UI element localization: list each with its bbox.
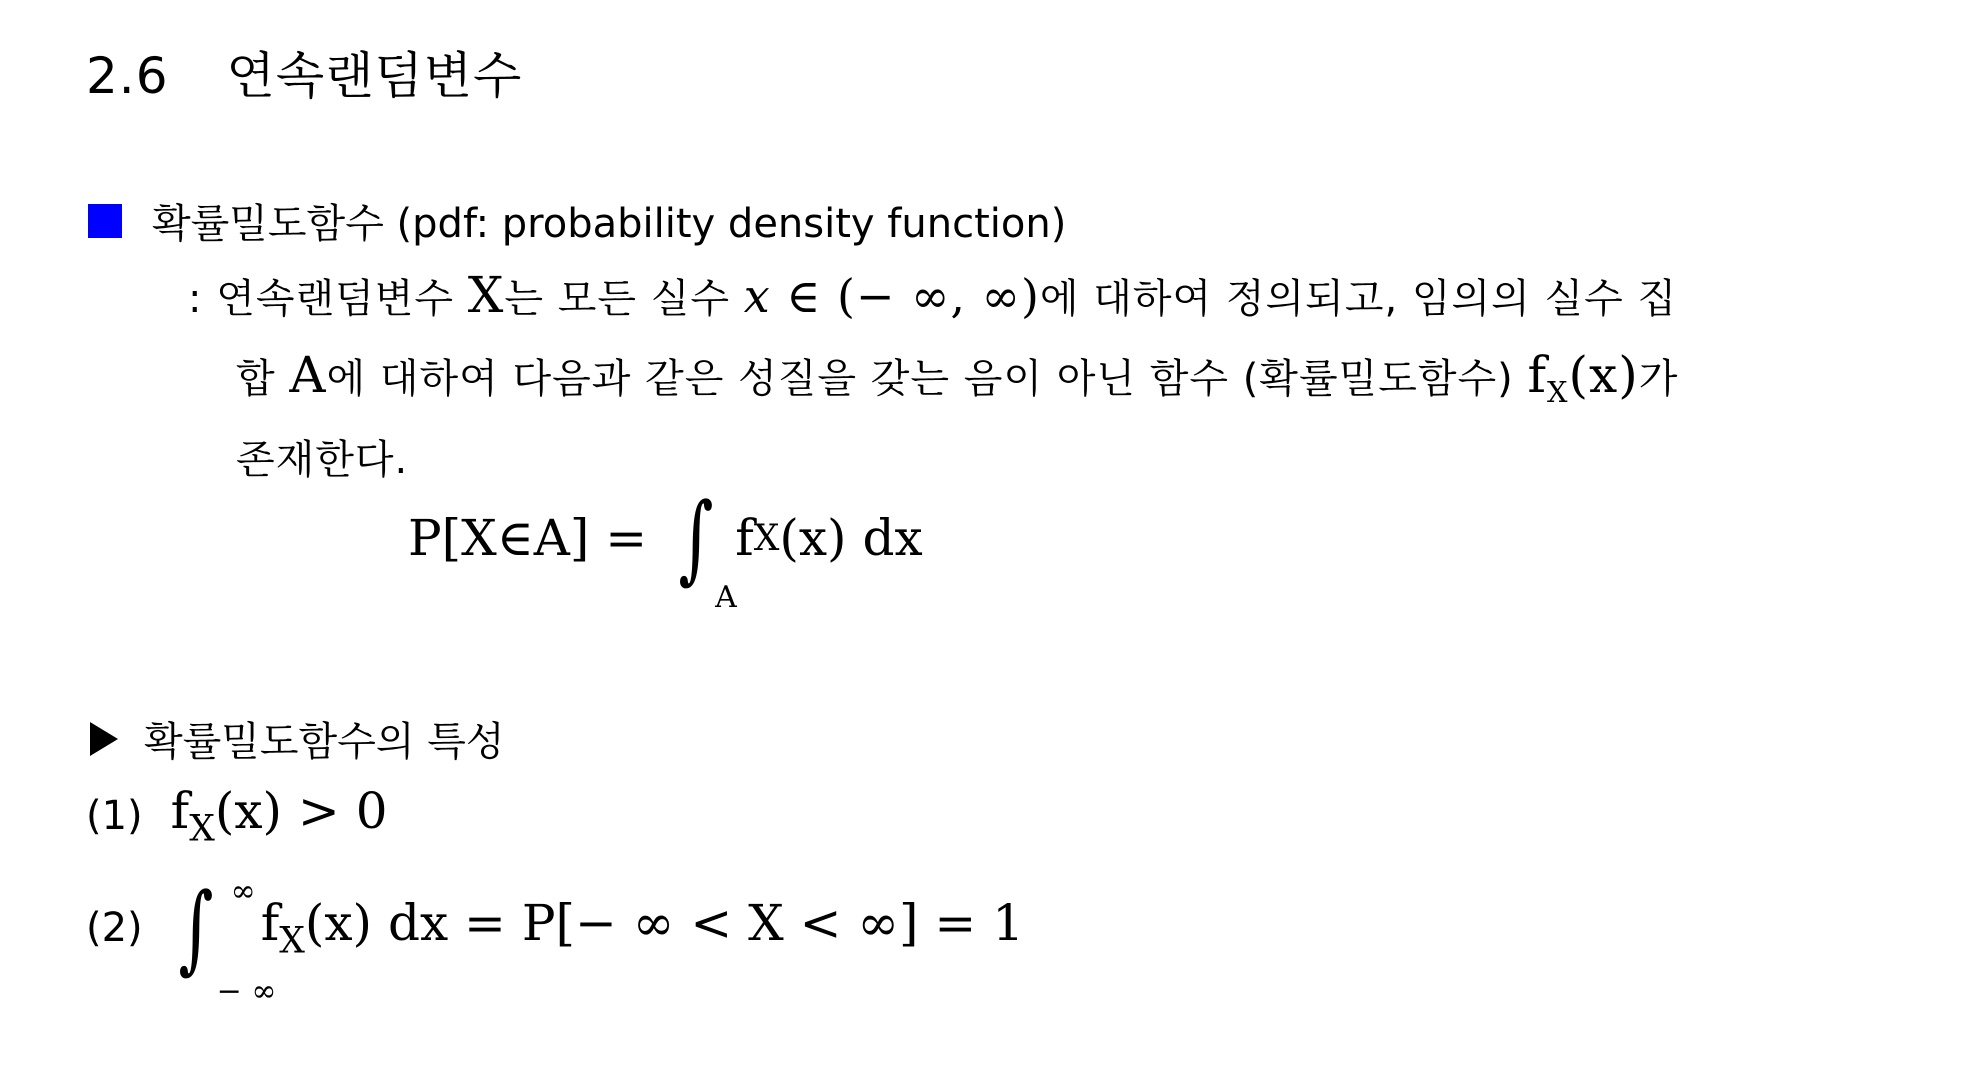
text-run: 합 [236, 356, 290, 402]
integral-lower-limit: A [715, 580, 737, 615]
equation-rest: (x) dx [779, 509, 923, 567]
math-x: x [743, 269, 771, 323]
text-run: 가 [1638, 356, 1679, 402]
math-f: f [260, 894, 280, 953]
property-2 [86, 872, 1025, 1009]
main-equation [408, 482, 923, 615]
text-run: 에 대하여 다음과 같은 성질을 갖는 음이 아닌 함수 (확률밀도함수) [326, 356, 1528, 402]
text-run: 존재한다. [236, 437, 409, 483]
math-f: f [735, 509, 754, 567]
integral [671, 482, 737, 615]
math-sub-X: X [753, 517, 780, 559]
definition-line-1 [188, 266, 1677, 324]
math-sub-X: X [1546, 375, 1569, 410]
math-A: A [289, 346, 327, 404]
properties-heading [90, 710, 504, 767]
integral-sign: ∫ [678, 482, 714, 594]
integral [171, 872, 277, 1009]
property-label: (2) [86, 905, 143, 951]
integral-sign: ∫ [178, 872, 214, 984]
property-label: (1) [86, 792, 143, 839]
properties-heading-text: 확률밀도함수의 특성 [144, 719, 505, 765]
math-sub-X: X [189, 808, 215, 850]
property-formula [261, 894, 1024, 962]
property-1 [86, 782, 388, 850]
math-arg: (x) [1568, 346, 1639, 404]
definition-heading-text: 확률밀도함수 (pdf: probability density function) [152, 201, 1067, 247]
math-f: f [1527, 346, 1547, 404]
definition-heading [88, 192, 1066, 249]
section-title-text: 연속랜덤변수 [226, 47, 523, 105]
section-title [86, 36, 522, 108]
math-interval: ∈ (− ∞, ∞) [770, 269, 1040, 323]
formula-rest: (x) > 0 [214, 782, 388, 840]
formula-rest: (x) dx = P[− ∞ < X < ∞] = 1 [304, 894, 1025, 953]
equation-lhs: P[X∈A] = [408, 509, 648, 567]
property-formula [171, 782, 388, 850]
blue-square-icon [88, 204, 122, 238]
text-run: 는 모든 실수 [504, 276, 744, 322]
text-run: 에 대하여 정의되고, 임의의 실수 집 [1039, 276, 1678, 322]
math-f: f [170, 782, 190, 840]
definition-line-2 [236, 346, 1678, 409]
definition-line-3 [236, 428, 408, 485]
math-X: X [467, 266, 505, 324]
integral-lower-limit: − ∞ [216, 974, 277, 1009]
text-run: : 연속랜덤변수 [188, 276, 468, 322]
right-triangle-icon [90, 722, 118, 756]
section-number: 2.6 [86, 47, 169, 105]
math-sub-X: X [279, 920, 305, 962]
integral-upper-limit: ∞ [230, 874, 256, 909]
